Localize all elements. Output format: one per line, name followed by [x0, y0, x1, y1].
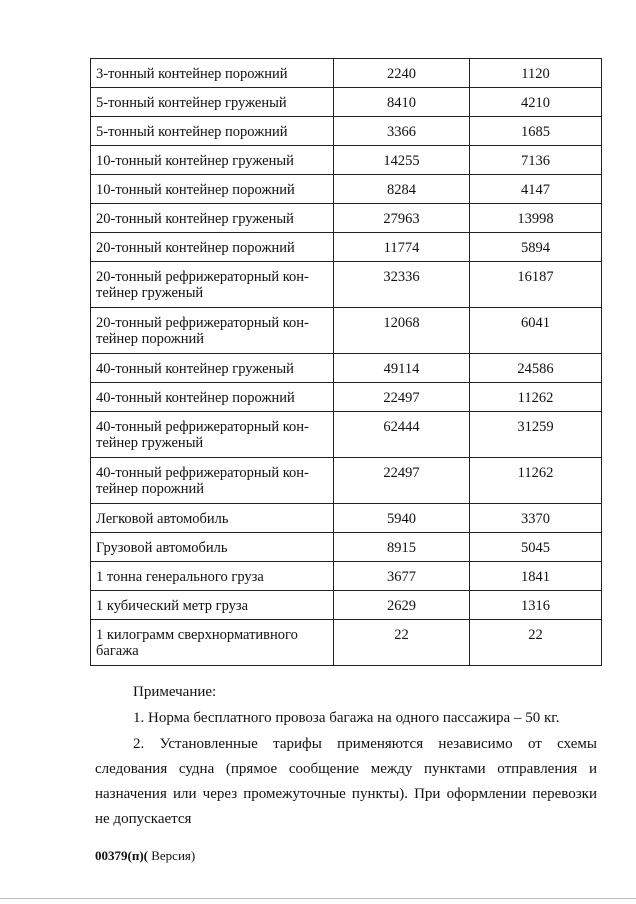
table-row — [91, 262, 602, 308]
tariff-cell-1: 3677 — [334, 562, 470, 591]
table-row — [91, 354, 602, 383]
tariff-cell-2: 1685 — [470, 117, 602, 146]
document-footer — [95, 848, 195, 864]
note-title: Примечание: — [133, 684, 217, 700]
tariff-cell-1: 62444 — [334, 412, 470, 458]
cargo-name-cell: 10-тонный контейнер порожний — [91, 175, 334, 204]
note-item-2: 2. Установленные тарифы применяются независимо от схемы следования судна (прямое сообщение между пунктами отправления и назначения или через промежуточные пункты). При оформлении перевозки не допускается — [95, 736, 597, 827]
cargo-name-cell: 40-тонный рефрижераторный кон-тейнер порожний — [91, 458, 334, 504]
tariff-cell-1: 2240 — [334, 59, 470, 88]
table-row — [91, 412, 602, 458]
cargo-name-cell: 20-тонный контейнер груженый — [91, 204, 334, 233]
table-row — [91, 117, 602, 146]
tariff-cell-2: 1841 — [470, 562, 602, 591]
cargo-name-cell: 20-тонный контейнер порожний — [91, 233, 334, 262]
cargo-name-cell: 1 тонна генерального груза — [91, 562, 334, 591]
tariff-cell-1: 11774 — [334, 233, 470, 262]
tariff-cell-1: 2629 — [334, 591, 470, 620]
table-row — [91, 146, 602, 175]
page-bottom-edge — [0, 898, 636, 899]
cargo-name-cell: 20-тонный рефрижераторный кон-тейнер груженый — [91, 262, 334, 308]
tariff-cell-1: 27963 — [334, 204, 470, 233]
table-row — [91, 308, 602, 354]
tariff-cell-1: 22497 — [334, 383, 470, 412]
tariff-cell-2: 1120 — [470, 59, 602, 88]
tariff-cell-2: 4210 — [470, 88, 602, 117]
tariff-cell-2: 1316 — [470, 591, 602, 620]
document-code: 00379(п)( — [95, 848, 148, 863]
tariff-cell-1: 12068 — [334, 308, 470, 354]
tariff-cell-2: 13998 — [470, 204, 602, 233]
tariff-cell-2: 16187 — [470, 262, 602, 308]
tariff-cell-2: 31259 — [470, 412, 602, 458]
cargo-name-cell: 3-тонный контейнер порожний — [91, 59, 334, 88]
note-item-1: 1. Норма бесплатного провоза багажа на одного пассажира – 50 кг. — [133, 710, 560, 726]
tariff-cell-1: 5940 — [334, 504, 470, 533]
table-row — [91, 458, 602, 504]
table-row — [91, 591, 602, 620]
tariff-cell-1: 3366 — [334, 117, 470, 146]
cargo-name-cell: 20-тонный рефрижераторный кон-тейнер порожний — [91, 308, 334, 354]
tariff-cell-1: 8410 — [334, 88, 470, 117]
table-row — [91, 562, 602, 591]
tariff-cell-2: 6041 — [470, 308, 602, 354]
tariff-cell-2: 4147 — [470, 175, 602, 204]
table-row — [91, 59, 602, 88]
tariff-cell-2: 5894 — [470, 233, 602, 262]
cargo-name-cell: 5-тонный контейнер груженый — [91, 88, 334, 117]
table-row — [91, 383, 602, 412]
tariff-cell-1: 49114 — [334, 354, 470, 383]
tariff-cell-1: 8915 — [334, 533, 470, 562]
cargo-name-cell: 5-тонный контейнер порожний — [91, 117, 334, 146]
cargo-name-cell: 40-тонный рефрижераторный кон-тейнер груженый — [91, 412, 334, 458]
cargo-name-cell: 40-тонный контейнер груженый — [91, 354, 334, 383]
table-row — [91, 233, 602, 262]
tariff-cell-2: 11262 — [470, 458, 602, 504]
tariff-cell-1: 22 — [334, 620, 470, 666]
tariff-cell-2: 11262 — [470, 383, 602, 412]
tariff-cell-2: 22 — [470, 620, 602, 666]
cargo-name-cell: 40-тонный контейнер порожний — [91, 383, 334, 412]
table-row — [91, 175, 602, 204]
table-row — [91, 620, 602, 666]
cargo-name-cell: Легковой автомобиль — [91, 504, 334, 533]
table-row — [91, 533, 602, 562]
document-version: Версия) — [147, 848, 196, 863]
tariff-cell-1: 32336 — [334, 262, 470, 308]
tariff-table — [90, 58, 602, 666]
table-row — [91, 88, 602, 117]
table-row — [91, 204, 602, 233]
cargo-name-cell: 1 кубический метр груза — [91, 591, 334, 620]
tariff-cell-1: 22497 — [334, 458, 470, 504]
tariff-cell-2: 3370 — [470, 504, 602, 533]
cargo-name-cell: 10-тонный контейнер груженый — [91, 146, 334, 175]
tariff-cell-1: 8284 — [334, 175, 470, 204]
tariff-cell-1: 14255 — [334, 146, 470, 175]
tariff-cell-2: 7136 — [470, 146, 602, 175]
cargo-name-cell: Грузовой автомобиль — [91, 533, 334, 562]
table-row — [91, 504, 602, 533]
tariff-cell-2: 24586 — [470, 354, 602, 383]
cargo-name-cell: 1 килограмм сверхнормативного багажа — [91, 620, 334, 666]
tariff-cell-2: 5045 — [470, 533, 602, 562]
